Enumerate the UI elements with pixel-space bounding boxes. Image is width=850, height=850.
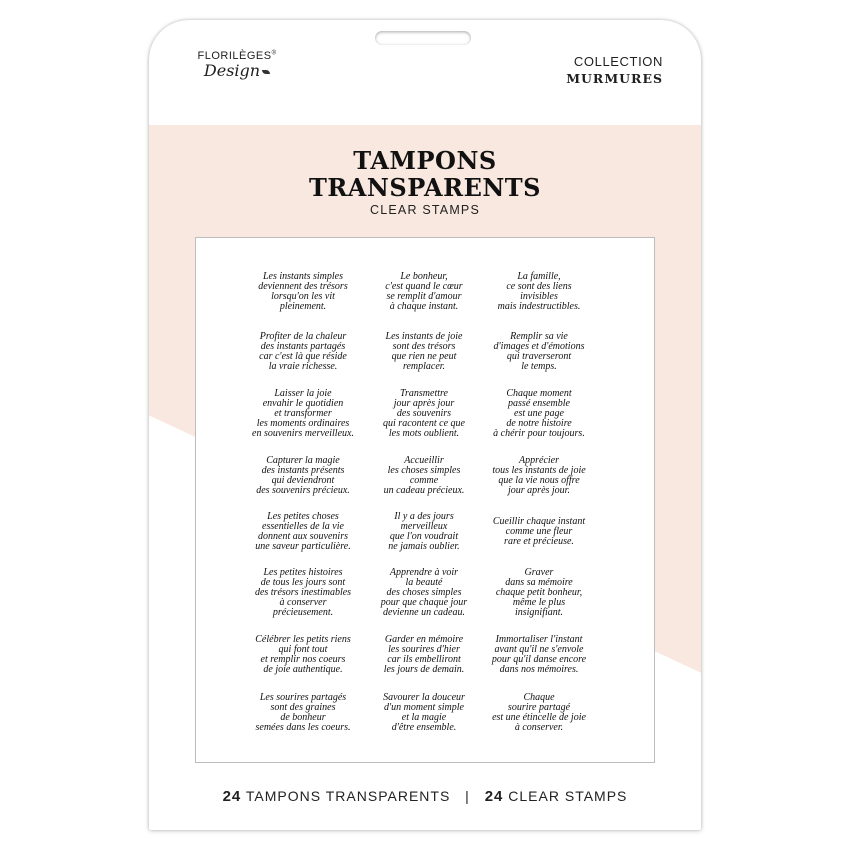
stamp-text-block — [238, 635, 368, 676]
stamp-text-block — [474, 568, 604, 619]
stamp-line: Graver — [524, 566, 554, 578]
stamp-line: essentielles de la vie — [262, 520, 344, 532]
stamp-line: Capturer la magie — [266, 454, 340, 466]
stamp-line: qui font tout — [278, 643, 328, 655]
stamp-line: la beauté — [405, 576, 443, 588]
stamp-text-block — [359, 512, 489, 553]
stamp-line: que l'on voudrait — [389, 531, 459, 542]
stamp-line: précieusement. — [272, 607, 334, 619]
stamp-line: à chérir pour toujours. — [493, 428, 585, 440]
stamp-line: qui racontent ce que — [383, 418, 465, 430]
stamp-line: pleinement. — [279, 301, 327, 313]
stamp-line: semées dans les coeurs. — [255, 722, 351, 734]
stamp-text-block — [359, 693, 489, 734]
stamp-line: à chaque instant. — [389, 301, 459, 313]
stamp-line: les choses simples — [387, 464, 461, 476]
count-right: 24 — [484, 788, 504, 805]
stamp-line: qui deviendront — [271, 475, 335, 486]
stamp-line: les sourires d'hier — [388, 643, 460, 655]
stamp-line: un cadeau précieux. — [383, 485, 465, 497]
stamp-line: et remplir nos coeurs — [260, 654, 346, 665]
stamp-line: et transformer — [274, 407, 332, 419]
footer-caption — [149, 788, 701, 805]
stamp-text-block — [359, 456, 489, 497]
brand-script — [187, 61, 287, 80]
stamp-line: Immortaliser l'instant — [495, 633, 583, 645]
stamp-line: Savourer la douceur — [383, 691, 465, 703]
stamp-line: merveilleux — [400, 520, 448, 532]
stamp-line: insignifiant. — [514, 607, 564, 619]
stamp-line: chaque petit bonheur, — [495, 586, 583, 598]
stamp-line: Garder en mémoire — [384, 633, 464, 645]
stamp-line: ne jamais oublier. — [388, 541, 460, 553]
package-card — [149, 20, 701, 830]
stamp-line: Les instants simples — [262, 270, 343, 282]
stamp-sheet — [195, 237, 655, 763]
stamp-line: comme — [409, 475, 439, 486]
stamp-line: Remplir sa vie — [510, 330, 568, 342]
stamp-line: est une étincelle de joie — [492, 712, 586, 723]
stamp-line: d'un moment simple — [384, 701, 464, 713]
stamp-line: deviennent des trésors — [258, 280, 348, 292]
stamp-line: et la magie — [401, 712, 447, 723]
stamp-line: se remplit d'amour — [386, 291, 462, 302]
stamp-line: est une page — [514, 407, 564, 419]
stamp-line: car c'est là que réside — [259, 351, 347, 362]
stamp-line: devienne un cadeau. — [383, 607, 465, 619]
stamp-line: Chaque — [523, 691, 555, 703]
stamp-text-block — [359, 568, 489, 619]
stamp-line: jour après jour — [393, 397, 455, 409]
stamp-line: les jours de demain. — [383, 664, 465, 676]
stamp-line: sont des graines — [270, 701, 336, 713]
stamp-line: que la vie nous offre — [498, 475, 580, 486]
title-line-1: TAMPONS — [353, 146, 497, 175]
stamp-line: Les petites histoires — [263, 566, 343, 578]
footer-separator: | — [465, 788, 470, 804]
stamp-line: pour que chaque jour — [380, 597, 468, 609]
product-subtitle: CLEAR STAMPS — [369, 203, 481, 217]
stamp-line: c'est quand le cœur — [385, 280, 463, 292]
stamp-line: envahir le quotidien — [262, 397, 344, 409]
stamp-text-block — [474, 272, 604, 313]
stamp-text-block — [474, 693, 604, 734]
stamp-line: de tous les jours sont — [260, 576, 346, 588]
stamp-line: Les instants de joie — [385, 330, 463, 342]
leaf-icon — [262, 70, 270, 74]
stamp-line: Le bonheur, — [400, 270, 448, 282]
stamp-line: de bonheur — [280, 712, 326, 723]
stamp-text-block — [238, 389, 368, 440]
stamp-line: d'être ensemble. — [391, 722, 457, 734]
stamp-line: le temps. — [521, 361, 557, 373]
stamp-line: des souvenirs précieux. — [256, 485, 350, 497]
stamp-text-block — [238, 693, 368, 734]
brand-script-text: Design — [203, 61, 261, 80]
collection-name: MURMURES — [566, 71, 663, 86]
collection-label: COLLECTION — [573, 54, 663, 69]
stamp-text-block — [474, 456, 604, 497]
stamp-line: une saveur particulière. — [255, 541, 351, 553]
stamp-text-block — [359, 272, 489, 313]
stamp-line: Les petites choses — [267, 510, 339, 522]
stamp-line: Apprécier — [519, 454, 559, 466]
stamp-line: les mots oublient. — [388, 428, 460, 440]
stamp-line: sourire partagé — [507, 701, 571, 713]
stamp-line: la vraie richesse. — [268, 361, 338, 373]
stamp-line: donnent aux souvenirs — [258, 531, 348, 542]
stamp-line: Célébrer les petits riens — [255, 633, 351, 645]
stamp-line: des souvenirs — [396, 407, 452, 419]
stamp-line: des instants partagés — [260, 340, 346, 352]
stamp-line: de notre histoire — [506, 418, 572, 430]
stamp-line: car ils embelliront — [387, 654, 461, 665]
stamp-line: Transmettre — [400, 387, 448, 399]
stamp-text-block — [238, 568, 368, 619]
stamp-line: ce sont des liens — [506, 280, 572, 292]
stamp-line: des instants présents — [261, 464, 345, 476]
stamp-line: remplacer. — [402, 361, 446, 373]
stamp-line: en souvenirs merveilleux. — [252, 428, 354, 440]
stamp-line: avant qu'il ne s'envole — [494, 643, 584, 655]
stamp-line: de joie authentique. — [263, 664, 343, 676]
stamp-line: Profiter de la chaleur — [259, 330, 347, 342]
stamp-line: Chaque moment — [506, 387, 572, 399]
stamp-text-block — [238, 512, 368, 553]
stamp-line: même le plus — [512, 597, 566, 609]
title-line-2: TRANSPARENTS — [309, 173, 541, 202]
stamp-text-block — [474, 389, 604, 440]
stamp-text-block — [238, 456, 368, 497]
product-title — [149, 147, 701, 201]
stamp-line: sont des trésors — [392, 340, 456, 352]
stamp-line: Il y a des jours — [394, 510, 454, 522]
stamp-line: jour après jour. — [508, 485, 570, 497]
collection-block — [566, 54, 663, 86]
stamp-line: tous les instants de joie — [492, 464, 586, 476]
stamp-line: Cueillir chaque instant — [492, 515, 586, 527]
stamp-text-block — [474, 635, 604, 676]
stamp-line: La famille, — [517, 270, 561, 282]
brand-logo — [187, 50, 287, 80]
stamp-line: des choses simples — [386, 586, 462, 598]
stamp-text-block — [238, 272, 368, 313]
stamp-line: les moments ordinaires — [256, 418, 350, 430]
stamp-text-block — [359, 332, 489, 373]
stamp-line: rare et précieuse. — [504, 536, 574, 548]
brand-name-text: FLORILÈGES — [197, 50, 272, 62]
stamp-text-block — [238, 332, 368, 373]
stamp-text-block — [474, 332, 604, 373]
stamp-line: lorsqu'on les vit — [271, 291, 335, 302]
stamp-line: comme une fleur — [505, 525, 573, 537]
stamp-line: invisibles — [520, 291, 558, 302]
footer-text-right: CLEAR STAMPS — [508, 788, 628, 804]
stamp-line: mais indestructibles. — [497, 301, 581, 313]
stamp-line: d'images et d'émotions — [493, 340, 585, 352]
stamp-line: Apprendre à voir — [389, 566, 459, 578]
stamp-line: qui traverseront — [506, 351, 572, 362]
stamp-grid — [196, 238, 654, 762]
footer-text-left: TAMPONS TRANSPARENTS — [245, 788, 451, 804]
stamp-line: dans nos mémoires. — [499, 664, 579, 676]
stamp-line: Accueillir — [404, 454, 444, 466]
stamp-text-block — [474, 517, 604, 548]
stamp-text-block — [359, 389, 489, 440]
stamp-line: dans sa mémoire — [505, 576, 573, 588]
stamp-line: passé ensemble — [508, 397, 570, 409]
registered-mark: ® — [271, 50, 277, 57]
stamp-line: pour qu'il danse encore — [491, 654, 587, 665]
count-left: 24 — [222, 788, 242, 805]
stamp-line: à conserver. — [514, 722, 564, 734]
stamp-line: à conserver — [279, 597, 327, 609]
stamp-line: Laisser la joie — [274, 387, 332, 399]
stamp-line: Les sourires partagés — [259, 691, 347, 703]
stamp-line: des trésors inestimables — [254, 586, 352, 598]
hang-hole — [375, 31, 471, 45]
stamp-line: que rien ne peut — [391, 351, 457, 362]
stamp-text-block — [359, 635, 489, 676]
